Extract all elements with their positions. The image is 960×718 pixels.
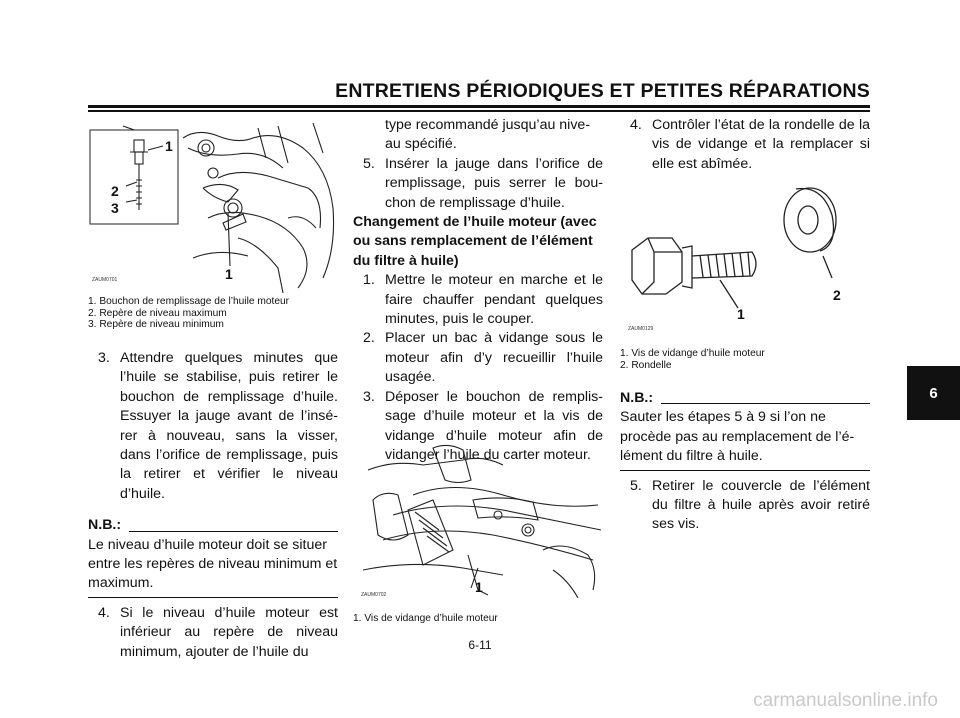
step-2-place-pan (363, 329, 603, 387)
figure1-callout-2: 2 (111, 183, 119, 199)
step-number: 2. (363, 330, 375, 347)
figure1-callout-1b: 1 (225, 266, 233, 282)
chapter-tab: 6 (907, 366, 960, 420)
figure1-caption-3: 3. Repère de niveau minimum (88, 319, 224, 331)
step-4-check-washer (630, 116, 870, 174)
figure1-caption-2: 2. Repère de niveau maximum (88, 307, 227, 319)
figure2-code: ZAUM0702 (361, 592, 387, 598)
step-1-warm-engine (363, 271, 603, 329)
step-number: 3. (98, 350, 110, 366)
step-text: Attendre quelques minutes que l’huile se stabilise, puis retirer le bouchon de remplissage d’huile. Essuyer la jauge avant de l’insé-rer à nouveau, sans la visser, dans l’orifice de remplissage, puis la retirer et vérifier le niveau d’huile. (120, 350, 338, 502)
column-3-top (620, 116, 870, 174)
step-number: 4. (98, 604, 110, 621)
step-text: Si le niveau d’huile moteur est inférieur au repère de niveau minimum, ajouter de l’huile du (120, 604, 338, 660)
step-text: Contrôler l’état de la rondelle de la vis de vidange et la remplacer si elle est abîmée. (652, 117, 870, 172)
nb-text-1: Le niveau d’huile moteur doit se situer entre les repères de niveau minimum et maximum. (88, 536, 338, 592)
page-header-title: ENTRETIENS PÉRIODIQUES ET PETITES RÉPARATIONS (335, 80, 870, 102)
step-number: 5. (630, 477, 642, 494)
nb-end-rule (88, 597, 338, 598)
step-5-remove-cover (630, 477, 870, 535)
header-rule-thick (88, 105, 870, 108)
figure1-code: ZAUM0701 (92, 277, 118, 283)
column-1 (88, 349, 338, 662)
step-number: 5. (363, 155, 375, 172)
step-number: 3. (363, 388, 375, 405)
step-number: 4. (630, 117, 642, 133)
step-text: Retirer le couvercle de l’élément du filtre à huile après avoir retiré ses vis. (652, 477, 870, 533)
figure3-code: ZAUM0129 (628, 326, 654, 332)
figure3-callout-2: 2 (833, 287, 841, 303)
nb-label: N.B.: (88, 517, 122, 534)
step-text: Mettre le moteur en marche et le faire chauffer pendant quelques minutes, puis le couper. (385, 272, 603, 328)
header-rule-thin (88, 110, 870, 112)
nb-heading-2 (620, 389, 870, 408)
figure3-caption-1: 1. Vis de vidange d’huile moteur (620, 348, 765, 359)
figure1-captions (88, 296, 289, 331)
figure-bolt-washer (620, 180, 870, 342)
figure-drain-bolt (353, 440, 603, 602)
figure2-caption: 1. Vis de vidange d’huile moteur (353, 613, 498, 624)
figure3-callout-1: 1 (737, 306, 745, 322)
figure-oil-dipstick (88, 118, 338, 296)
column-2 (353, 116, 603, 465)
step-5-insert-dipstick (363, 155, 603, 213)
nb-end-rule (620, 470, 870, 471)
step-number: 1. (363, 272, 375, 289)
step-text: Insérer la jauge dans l’orifice de remplissage, puis serrer le bou-chon de remplissage d’huile. (385, 155, 603, 211)
step-text: Déposer le bouchon de remplis-sage d’huile moteur et la vis de vidange d’huile moteur afin de vidanger l’huile du carter moteur. (385, 388, 603, 463)
nb-text-2: Sauter les étapes 5 à 9 si l’on ne procède pas au remplacement de l’é-lément du filtre à huile. (620, 409, 855, 465)
step-text: Placer un bac à vidange sous le moteur afin d’y recueillir l’huile usagée. (385, 330, 603, 386)
watermark: carmanualsonline.info (753, 690, 938, 711)
section-heading-oil-change: Changement de l’huile moteur (avec ou sans remplacement de l’élément du filtre à huile) (353, 214, 597, 269)
nb-heading-1 (88, 516, 338, 535)
column-3-bottom (620, 389, 870, 535)
page-number: 6-11 (468, 638, 492, 652)
figure3-captions (620, 348, 765, 371)
nb-label: N.B.: (620, 390, 654, 406)
step-4-add-oil (98, 604, 338, 662)
figure3-caption-2: 2. Rondelle (620, 359, 672, 371)
step-3-check-level (98, 349, 338, 504)
figure2-callout-1: 1 (475, 579, 483, 595)
figure1-caption-1: 1. Bouchon de remplissage de l’huile moteur (88, 296, 290, 307)
continued-text: type recommandé jusqu’au nive-au spécifié. (385, 117, 591, 153)
figure1-callout-3: 3 (111, 200, 119, 216)
figure1-callout-1: 1 (165, 138, 173, 154)
